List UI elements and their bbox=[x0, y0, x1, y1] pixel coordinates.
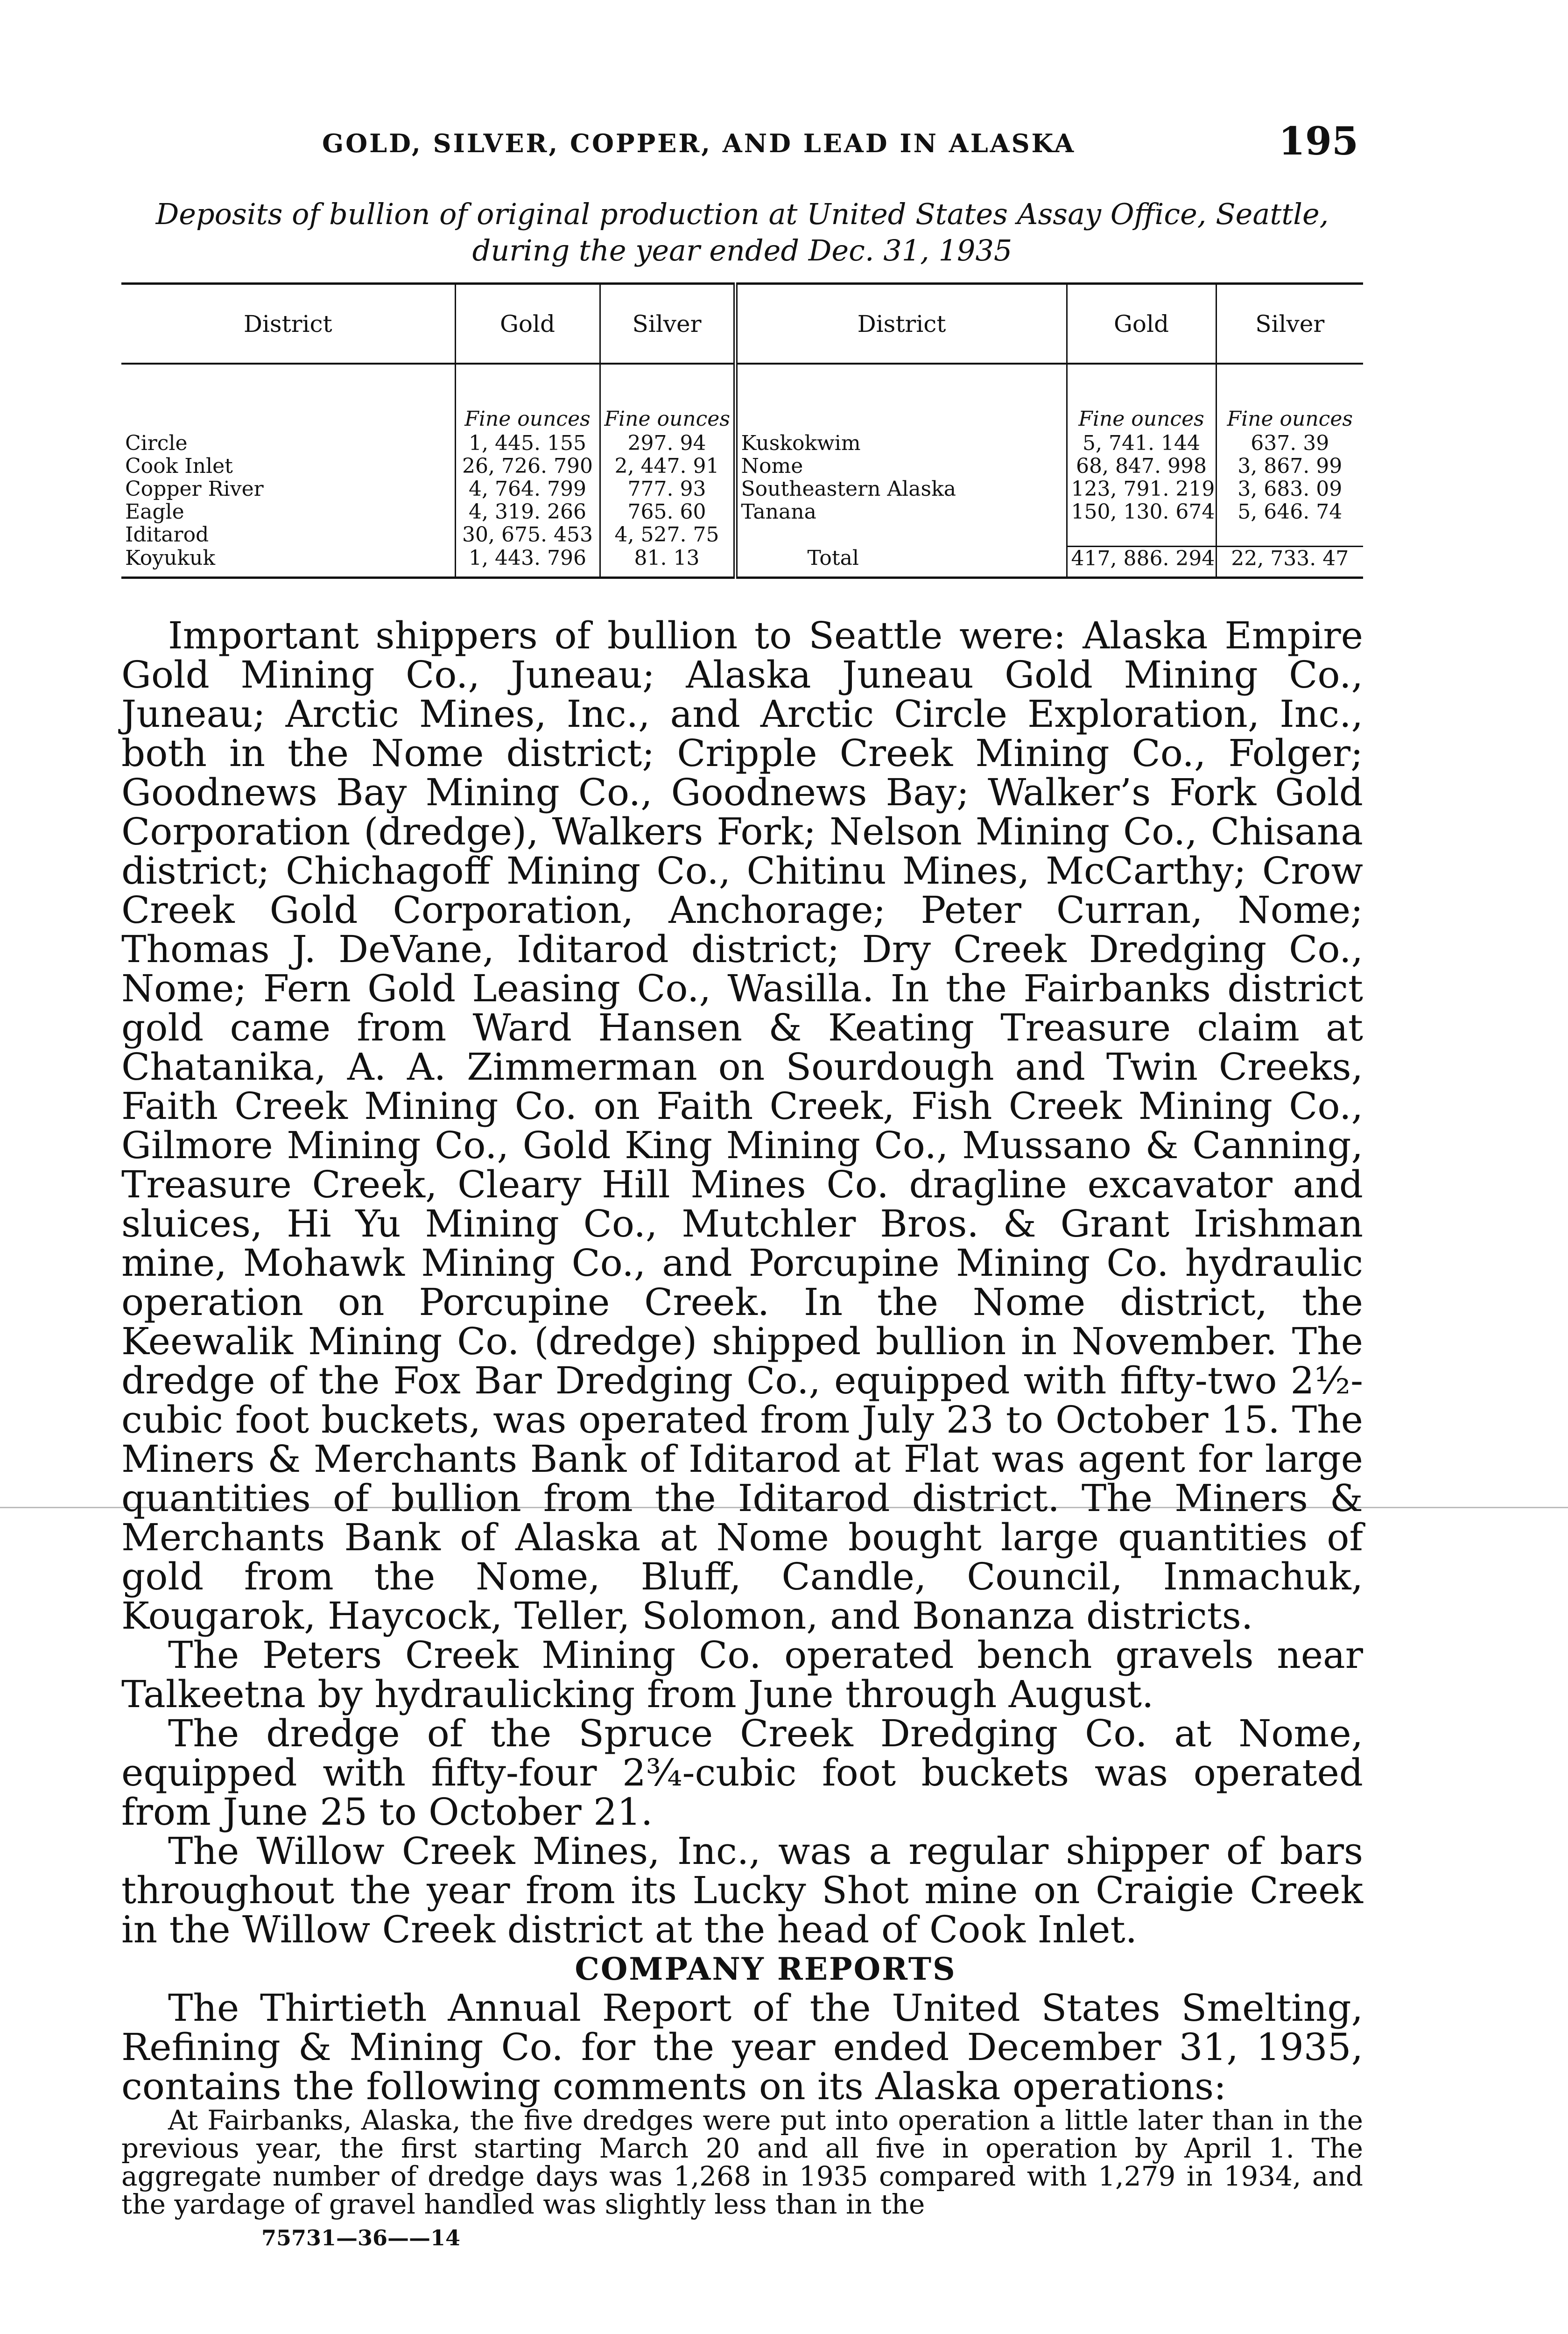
col-header-silver: Silver bbox=[1216, 284, 1363, 364]
unit-cell: Fine ounces bbox=[1067, 364, 1216, 432]
gold-cell: 26, 726. 790 bbox=[455, 455, 600, 478]
district-cell: Kuskokwim bbox=[735, 432, 1067, 455]
table-row bbox=[121, 478, 1363, 500]
page-header bbox=[121, 119, 1368, 170]
paragraph-spruce-creek: The dredge of the Spruce Creek Dredging Co. at Nome, equipped with fifty-four 2¾-cubic foot buckets was operated from June 25 to October 21. bbox=[121, 1712, 1363, 1834]
empty-cell bbox=[1216, 523, 1363, 546]
table-caption bbox=[121, 196, 1363, 269]
district-cell: Copper River bbox=[121, 478, 455, 500]
total-label: Total bbox=[735, 546, 1067, 577]
col-header-district: District bbox=[735, 284, 1067, 364]
empty-cell bbox=[735, 523, 1067, 546]
district-cell: Cook Inlet bbox=[121, 455, 455, 478]
running-title: GOLD, SILVER, COPPER, AND LEAD IN ALASKA bbox=[322, 128, 1076, 158]
caption-line-1: Deposits of bullion of original production at United States Assay Office, Seattle, bbox=[155, 197, 1329, 231]
col-header-gold: Gold bbox=[1067, 284, 1216, 364]
page-number: 195 bbox=[1278, 119, 1358, 164]
col-header-district: District bbox=[121, 284, 455, 364]
gold-cell: 4, 319. 266 bbox=[455, 500, 600, 523]
total-gold: 417, 886. 294 bbox=[1067, 546, 1216, 577]
silver-cell: 2, 447. 91 bbox=[600, 455, 735, 478]
silver-cell: 5, 646. 74 bbox=[1238, 500, 1343, 524]
silver-cell: 3, 683. 09 bbox=[1238, 477, 1343, 501]
district-cell: Circle bbox=[121, 432, 455, 455]
unit-row bbox=[121, 364, 1363, 432]
empty-cell bbox=[1067, 523, 1216, 546]
table-row bbox=[121, 455, 1363, 478]
silver-cell: 4, 527. 75 bbox=[600, 523, 735, 546]
silver-cell: 765. 60 bbox=[600, 500, 735, 523]
table-row bbox=[121, 546, 1363, 577]
table-row bbox=[121, 523, 1363, 546]
gold-cell: 150, 130. 674 bbox=[1067, 500, 1216, 523]
table-header-row bbox=[121, 284, 1363, 364]
unit-cell bbox=[735, 364, 1067, 432]
unit-cell: Fine ounces bbox=[455, 364, 600, 432]
silver-cell: 3, 867. 99 bbox=[1238, 454, 1343, 478]
district-cell: Eagle bbox=[121, 500, 455, 523]
gold-cell: 30, 675. 453 bbox=[455, 523, 600, 546]
print-signature: 75731—36——14 bbox=[261, 2225, 461, 2250]
quoted-report: At Fairbanks, Alaska, the five dredges were put into operation a little later than in the previous year, the first starting March 20 and all five in operation by April 1. The aggregate number of dredge days was 1,268 in 1935 compared with 1,279 in 1934, and the yardage of gravel handled was slightly less than in the bbox=[121, 2104, 1363, 2220]
paragraph-shippers: Important shippers of bullion to Seattle were: Alaska Empire Gold Mining Co., Juneau; Alaska Juneau Gold Mining Co., Juneau; Arctic Mines, Inc., and Arctic Circle Exploration, Inc., both in the Nome district; Cripple Creek Mining Co., Folger; Goodnews Bay Mining Co., Goodnews Bay; Walker’s Fork Gold Corporation (dredge), Walkers Fork; Nelson Mining Co., Chisana district; Chichagoff Mining Co., Chitinu Mines, McCarthy; Crow Creek Gold Corporation, Anchorage; Peter Curran, Nome; Thomas J. DeVane, Iditarod district; Dry Creek Dredging Co., Nome; Fern Gold Leasing Co., Wasilla. In the Fairbanks district gold came from Ward Hansen & Keating Treasure claim at Chatanika, A. A. Zimmerman on Sourdough and Twin Creeks, Faith Creek Mining Co. on Faith Creek, Fish Creek Mining Co., Gilmore Mining Co., Gold King Mining Co., Mussano & Canning, Treasure Creek, Cleary Hill Mines Co. dragline excavator and sluices, Hi Yu Mining Co., Mutchler Bros. & Grant Irishman mine, Mohawk Mining Co., and Porcupine Mining Co. hydraulic operation on Porcupine Creek. In the Nome district, the Keewalik Mining Co. (dredge) shipped bullion in November. The dredge of the Fox Bar Dredging Co., equipped with fifty-two 2½-cubic foot buckets, was operated from July 23 to October 15. The Miners & Merchants Bank of Iditarod at Flat was agent for large quantities of bullion from the Iditarod district. The Miners & Merchants Bank of Alaska at Nome bought large quantities of gold from the Nome, Bluff, Candle, Council, Inmachuk, Kougarok, Haycock, Teller, Solomon, and Bonanza districts. bbox=[121, 614, 1363, 1638]
caption-line-2: during the year ended Dec. 31, 1935 bbox=[472, 233, 1013, 267]
gold-cell: 4, 764. 799 bbox=[455, 478, 600, 500]
section-heading: COMPANY REPORTS bbox=[575, 1951, 956, 1987]
unit-cell bbox=[121, 364, 455, 432]
district-cell: Southeastern Alaska bbox=[735, 478, 1067, 500]
gold-cell: 5, 741. 144 bbox=[1067, 432, 1216, 455]
gold-cell: 1, 445. 155 bbox=[455, 432, 600, 455]
unit-cell: Fine ounces bbox=[1227, 407, 1353, 431]
silver-cell: 637. 39 bbox=[1251, 431, 1329, 455]
gold-cell: 68, 847. 998 bbox=[1067, 455, 1216, 478]
paragraph-annual-report: The Thirtieth Annual Report of the United States Smelting, Refining & Mining Co. for the year ended December 31, 1935, contains the following comments on its Alaska operations: bbox=[121, 1986, 1363, 2108]
district-cell: Koyukuk bbox=[121, 546, 455, 577]
gold-cell: 123, 791. 219 bbox=[1067, 478, 1216, 500]
district-cell: Iditarod bbox=[121, 523, 455, 546]
silver-cell: 81. 13 bbox=[600, 546, 735, 577]
gold-cell: 1, 443. 796 bbox=[455, 546, 600, 577]
table-row bbox=[121, 432, 1363, 455]
silver-cell: 777. 93 bbox=[600, 478, 735, 500]
paragraph-peters-creek: The Peters Creek Mining Co. operated bench gravels near Talkeetna by hydraulicking from June through August. bbox=[121, 1633, 1363, 1716]
table-row bbox=[121, 500, 1363, 523]
total-silver: 22, 733. 47 bbox=[1216, 546, 1363, 577]
bullion-deposits-table bbox=[121, 282, 1363, 579]
paragraph-willow-creek: The Willow Creek Mines, Inc., was a regular shipper of bars throughout the year from its Lucky Shot mine on Craigie Creek in the Willow Creek district at the head of Cook Inlet. bbox=[121, 1829, 1363, 1951]
col-header-gold: Gold bbox=[455, 284, 600, 364]
unit-cell: Fine ounces bbox=[600, 364, 735, 432]
district-cell: Nome bbox=[735, 455, 1067, 478]
silver-cell: 297. 94 bbox=[600, 432, 735, 455]
district-cell: Tanana bbox=[735, 500, 1067, 523]
body-text bbox=[121, 616, 1363, 2257]
col-header-silver: Silver bbox=[600, 284, 735, 364]
